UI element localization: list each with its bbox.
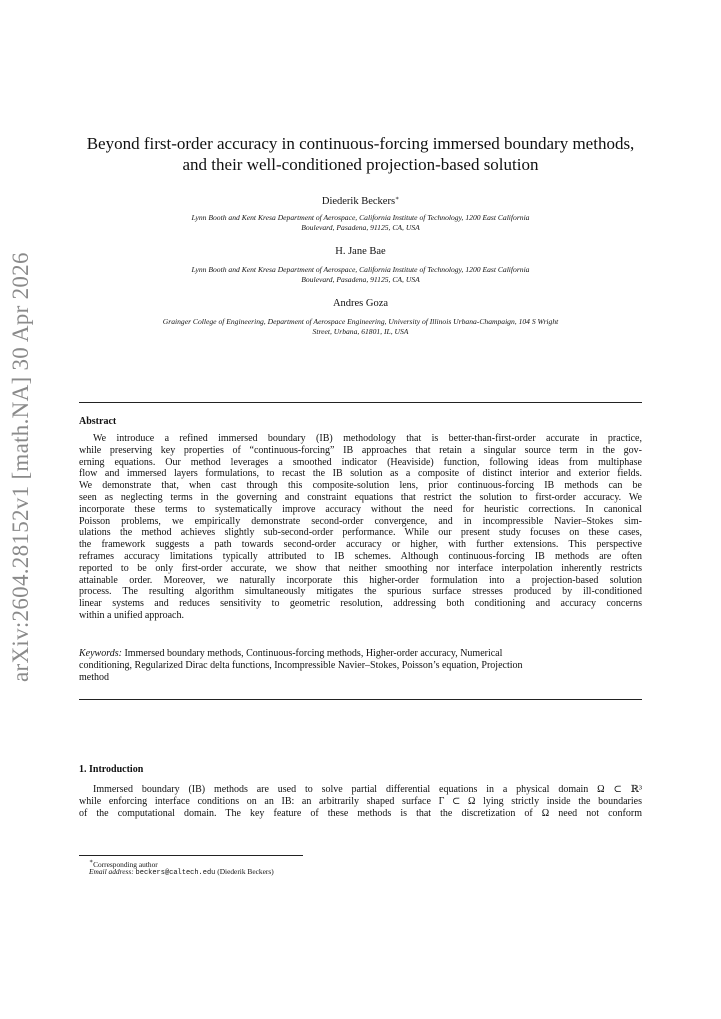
abstract-bottom-rule — [79, 699, 642, 700]
intro-line: of the computational domain. The key feature of these methods is that the discretization of Ω need not conform — [79, 807, 642, 819]
abstract-line: attainable order. Moreover, we naturally incorporate this higher-order formulation into a projection-based solution — [79, 574, 642, 586]
email-link[interactable]: beckers@caltech.edu — [135, 869, 216, 877]
title-line-2: and their well-conditioned projection-based solution — [182, 155, 539, 174]
corresponding-mark: ∗ — [395, 196, 400, 202]
abstract-line: within a unified approach. — [79, 609, 184, 621]
author-3-affiliation: Grainger College of Engineering, Department of Aerospace Engineering, University of Illinois Urbana-Champaign, 104 S Wright Street, Urbana, 61801, IL, USA — [162, 317, 559, 336]
abstract-line: while preserving key properties of “continuous-forcing” IB approaches that retain a singular source term in the gov- — [79, 444, 642, 456]
footnote-rule — [79, 855, 303, 856]
abstract-top-rule — [79, 402, 642, 403]
keywords: Keywords: Immersed boundary methods, Continuous-forcing methods, Higher-order accuracy, Numerical conditioning, Regularized Dirac delta functions, Incompressible Navier–Stokes, Poisson’s equation, Projection method — [79, 648, 523, 683]
author-3-name: Andres Goza — [332, 298, 389, 309]
paper-title — [60, 133, 661, 175]
abstract-line: We introduce a refined immersed boundary (IB) methodology that is better-than-first-order accurate in practice, — [93, 433, 642, 444]
abstract-line: seen as neglecting terms in the governing and constraint equations that restrict the solution to first-order accuracy. We — [79, 491, 642, 503]
abstract-line: reported to be only first-order accurate, we show that neither smoothing nor interface interpolation inherently restricts — [79, 562, 642, 574]
abstract-line: incorporate these terms to systematically improve accuracy without the need for heuristic corrections. In canonical — [79, 503, 642, 515]
arxiv-identifier: arXiv:2604.28152v1 [math.NA] 30 Apr 2026 — [8, 252, 33, 682]
title-line-1: Beyond first-order accuracy in continuous-forcing immersed boundary methods, — [86, 134, 635, 153]
author-2-name: H. Jane Bae — [335, 246, 386, 257]
abstract-heading: Abstract — [79, 416, 117, 427]
abstract-line: ulations the method achieves slightly sub-second-order performance. While our present study focuses on these cases, — [79, 527, 642, 539]
abstract-line: the framework suggests a path towards second-order accuracy or higher, with further extensions. This perspective — [79, 539, 642, 551]
abstract-line: erning equations. Our method leverages a smoothed indicator (Heaviside) function, following ideas from multiphase — [79, 456, 642, 468]
abstract-body — [79, 433, 642, 622]
abstract-line: We demonstrate that, when cast through this composite-solution lens, prior continuous-forcing IB methods can be — [79, 480, 642, 492]
footnote-corresponding: ∗Corresponding author — [89, 859, 158, 869]
intro-line: Immersed boundary (IB) methods are used to solve partial differential equations in a physical domain Ω ⊂ ℝ³ — [93, 784, 642, 795]
abstract-line: Poisson problems, we empirically demonstrate second-order convergence, and in incompressible Navier–Stokes sim- — [79, 515, 642, 527]
abstract-line: linear systems and reduces sensitivity to geometric resolution, addressing both conditioning and accuracy concerns — [79, 598, 642, 610]
author-1-name: Diederik Beckers∗ — [321, 196, 400, 207]
abstract-line: flow and immersed layers formulations, to recast the IB solution as a composite of distinct interior and exterior fields. — [79, 468, 642, 480]
section-heading-introduction: 1. Introduction — [79, 764, 144, 775]
keywords-label: Keywords: — [79, 648, 122, 659]
abstract-line: process. The resulting algorithm simultaneously mitigates the spurious surface stresses produced by ill-conditioned — [79, 586, 642, 598]
author-1-affiliation: Lynn Booth and Kent Kresa Department of Aerospace, California Institute of Technology, 1200 East California Boulevard, Pasadena, 91125, CA, USA — [191, 213, 530, 232]
footnote-email: Email address: beckers@caltech.edu (Diederik Beckers) — [89, 867, 274, 877]
intro-line: while enforcing interface conditions on an IB: an arbitrarily shaped surface Γ ⊂ Ω lying strictly inside the boundaries — [79, 795, 642, 807]
author-2-affiliation: Lynn Booth and Kent Kresa Department of Aerospace, California Institute of Technology, 1200 East California Boulevard, Pasadena, 91125, CA, USA — [191, 265, 530, 284]
abstract-line: reframes accuracy limitations typically attributed to IB schemes. Although continuous-forcing IB methods are often — [79, 550, 642, 562]
introduction-body — [79, 784, 642, 819]
